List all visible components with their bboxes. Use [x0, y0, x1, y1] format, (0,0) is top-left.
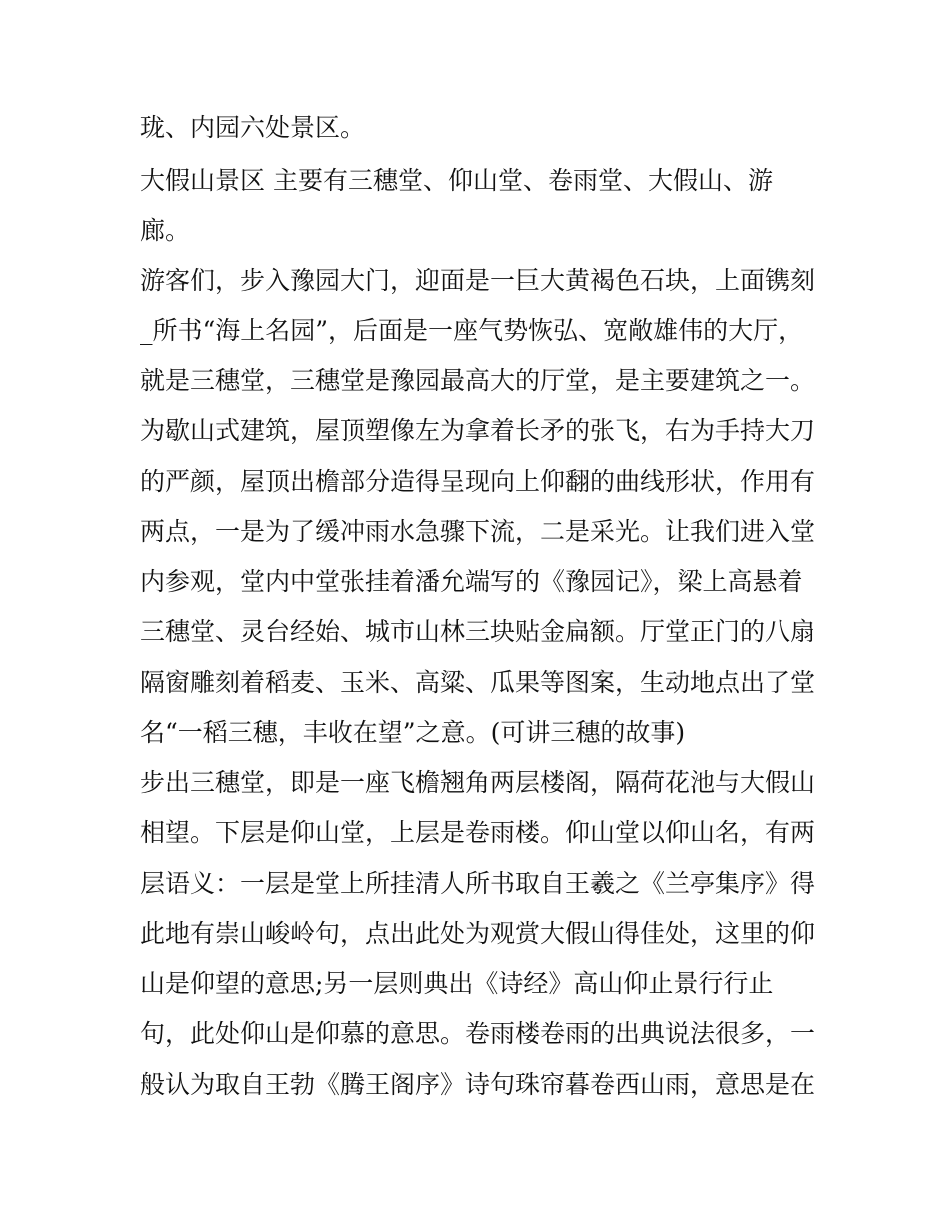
text-line: 为歇山式建筑，屋顶塑像左为拿着长矛的张飞，右为手持大刀: [140, 416, 816, 445]
text-line: 步出三穗堂，即是一座飞檐翘角两层楼阁，隔荷花池与大假山: [140, 768, 816, 797]
text-line: 名“一稻三穗，丰收在望”之意。(可讲三穗的故事): [140, 718, 686, 747]
text-line: _所书“海上名园”，后面是一座气势恢弘、宽敞雄伟的大厅，: [140, 316, 804, 345]
text-line: 大假山景区 主要有三穗堂、仰山堂、卷雨堂、大假山、游: [140, 166, 773, 195]
text-line: 山是仰望的意思;另一层则典出《诗经》高山仰止景行行止: [140, 969, 774, 998]
text-line: 内参观，堂内中堂张挂着潘允端写的《豫园记》，梁上高悬着: [140, 567, 803, 596]
text-line: 般认为取自王勃《腾王阁序》诗句珠帘暮卷西山雨，意思是在: [140, 1070, 816, 1099]
text-line: 的严颜，屋顶出檐部分造得呈现向上仰翻的曲线形状，作用有: [140, 467, 816, 496]
text-line: 游客们，步入豫园大门，迎面是一巨大黄褐色石块，上面镌刻: [140, 266, 816, 295]
text-line: 两点，一是为了缓冲雨水急骤下流，二是采光。让我们进入堂: [140, 517, 816, 546]
text-line: 三穗堂、灵台经始、城市山林三块贴金扁额。厅堂正门的八扇: [140, 617, 816, 646]
text-line: 此地有崇山峻岭句，点出此处为观赏大假山得佳处，这里的仰: [140, 919, 816, 948]
text-line: 层语义：一层是堂上所挂清人所书取自王羲之《兰亭集序》得: [140, 869, 816, 898]
text-line: 相望。下层是仰山堂，上层是卷雨楼。仰山堂以仰山名，有两: [140, 818, 816, 847]
text-line: 句，此处仰山是仰慕的意思。卷雨楼卷雨的出典说法很多，一: [140, 1019, 816, 1048]
text-line: 廊。: [140, 216, 191, 245]
text-line: 就是三穗堂，三穗堂是豫园最高大的厅堂，是主要建筑之一。: [140, 366, 816, 395]
text-line: 珑、内园六处景区。: [140, 113, 366, 142]
text-line: 隔窗雕刻着稻麦、玉米、高粱、瓜果等图案，生动地点出了堂: [140, 668, 816, 697]
